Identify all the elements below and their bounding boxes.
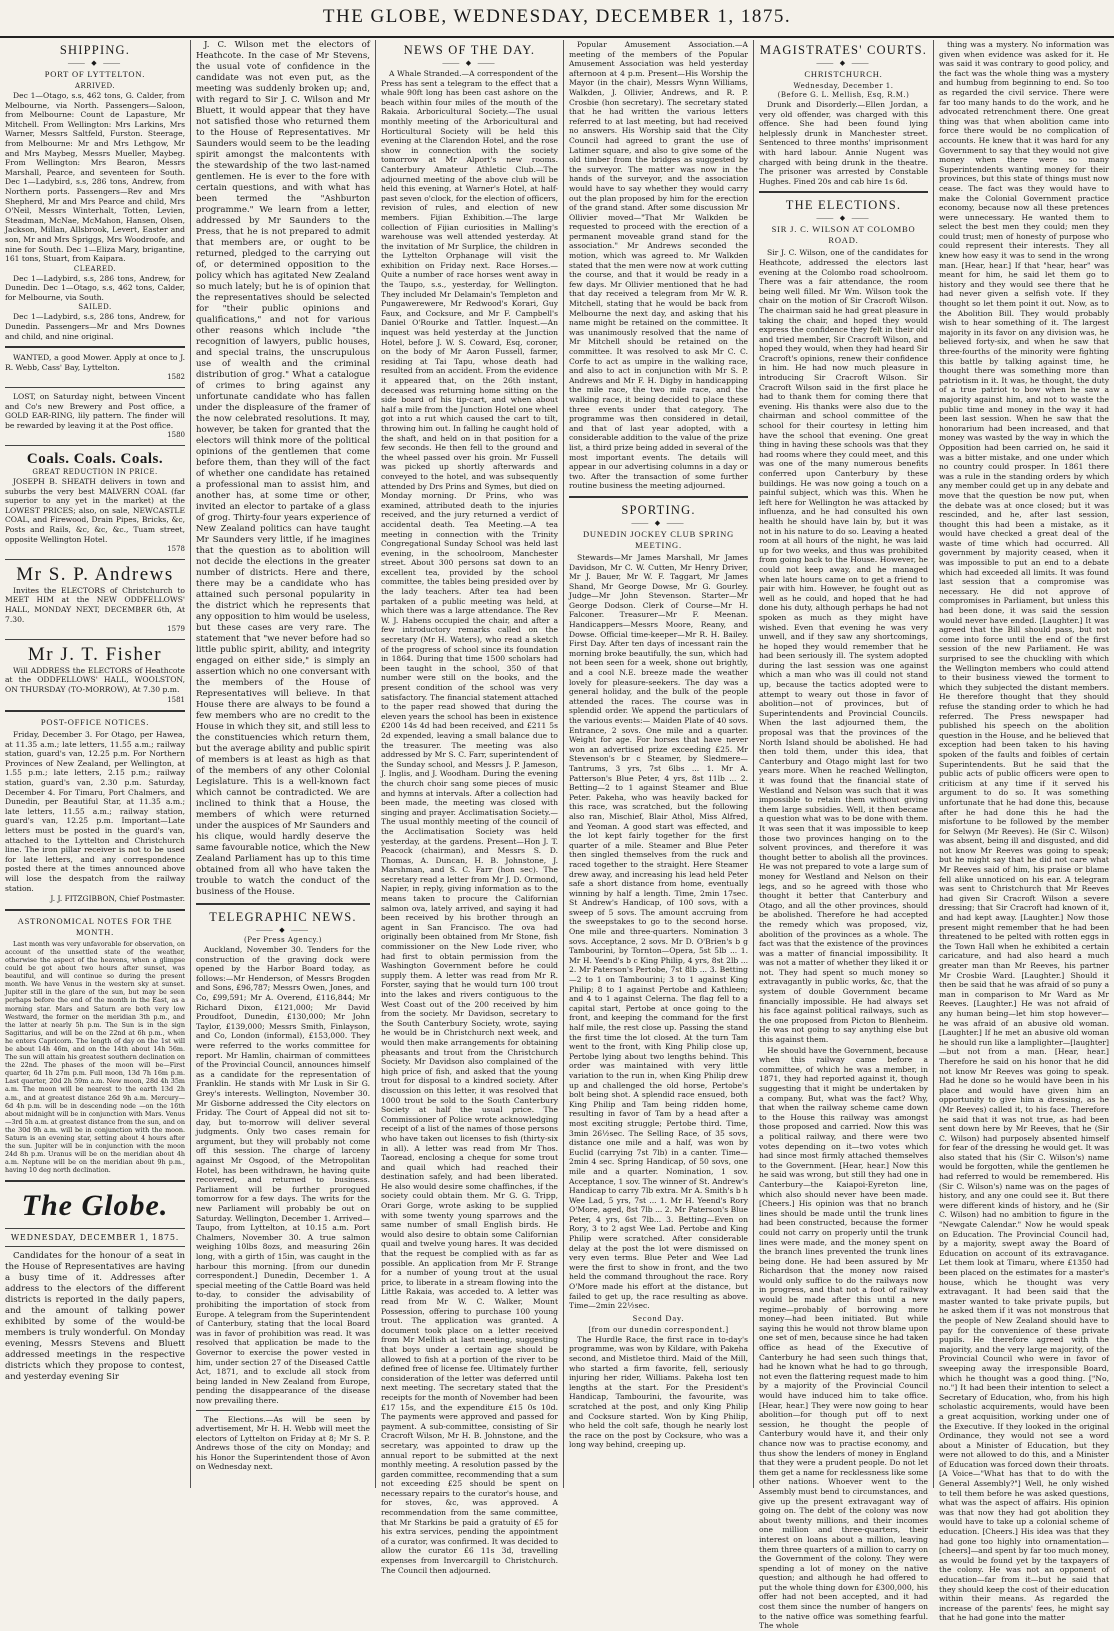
ornament-divider: ⸻ ◆ ⸻ [442,59,497,67]
ad-andrews [5,564,185,635]
arrivals-list: Dec 1—Otago, s.s, 462 tons, G. Calder, from Melbourne, via North. Passengers—Saloon, from Melbourne: Count de Lapasture, Mr Mitchell. From Wellington: Mrs Larkins, Mrs Warner, Messrs Saltfeld, Furston. Steerage, from Melbourne: Mr and Mrs Lethgow, Mr and Mrs Maybeg, Messrs Mueller, Maybeg. From Wellington: Mrs Bearon, Messrs Marshall, Pearce, and seventeen for South. Dec 1—Ladybird, s.s, 286 tons, Andrew, from Northern ports. Passengers—Rev and Mrs Shepherd, Mr and Mrs Pearce and child, Mrs O'Neil, Messrs Winterhalt, Totten, Levien, Steadman, McNae, McMahon, Hansen, Olsen, Jackson, Millan, Allsbrook, Levert, Easter and son, Mr and Mrs Spriggs, Mrs Woodroofe, and nine for South. Dec 1—Eliza Mary, brigantine, 161 tons, Stuart, from Kaipara. [5,91,185,264]
second-day-body: The Hurdle Race, the first race in to-day's programme, was won by Kildare, with Pakeha second, and Mistletoe third. Maid of the Mill, who started a firm favorite, fell, seriously injuring her rider, Williams. Pakeha lost ten lengths at the start. For the President's Handicap, Tambourini, the favourite, was scratched at the post, and only King Philip and Cocksure started. Won by King Philip, who held the colt safe, though he nearly lost the race on the post by Cocksure, who was a long way behind, creeping up. [569,1334,748,1450]
ad-andrews-ref: 1579 [167,625,185,634]
sailed-list: Dec 1—Ladybird, s.s, 286 tons, Andrew, for Dunedin. Passengers—Mr and Mrs Downes and child, and nine original. [5,312,185,341]
divider [5,639,185,640]
ad-andrews-body: Invites the ELECTORS of Christchurch to MEET HIM at the NEW ODDFELLOWS' HALL, MONDAY NEXT, DECEMBER 6th, At 7.30. [5,585,185,624]
ad-coals-body: JOSEPH B. SHEATH delivers in town and suburbs the very best MALVERN COAL (far superior to any yet in the market) at the LOWEST PRICES; also, on sale, NEWCASTLE COAL, and Firewood, Drain Pipes, Bricks, &c, Posts and Rails, &c, &c, &c., Tuam street, opposite Wellington Hotel. [5,477,185,544]
ad-wanted-ref: 1582 [167,373,185,382]
divider [196,903,370,905]
astro-heading: ASTRONOMICAL NOTES FOR THE MONTH. [17,915,173,937]
elections-heading: THE ELECTIONS. [785,198,902,213]
ad-fisher-ref: 1581 [167,695,185,704]
divider [5,1180,185,1182]
ad-coals-ref: 1578 [167,545,185,554]
sporting-sub: DUNEDIN JOCKEY CLUB SPRING MEETING. [582,528,735,550]
sporting-heading: SPORTING. [621,502,696,517]
divider [5,909,185,911]
column-4 [563,40,753,1488]
ornament-divider: ⸻ ◆ ⸻ [816,59,871,67]
masthead [0,0,1114,38]
ad-lost-text: LOST, on Saturday night, between Vincent and Co's new Brewery and Post office, a GOLD EAR-RING, lily pattern. The finder will be rewarded by leaving it at the Post office. [5,392,185,430]
post-body: Friday, December 3. For Otago, per Hawea, at 11.35 a.m.; late letters, 11.55 a.m.; railway station, guard's van, 12.25 p.m. For Northern Provinces of New Zealand, per Wellington, at 1.55 p.m.; late letters, 2.15 p.m.; railway station, guard's van, 2.30 p.m. Saturday, December 4. For Timaru, Port Chalmers, and Dunedin, per Beautiful Star, at 11.35 a.m.; late letters, 11.55 a.m.; railway station, guard's van, 12.25 p.m. Important—Late letters must be posted in the guard's van, attached to the Lyttelton and Christchurch line. The iron pillar receiver is not to be used for late letters, and any correspondence posted there at the times announced above will lose the despatch from the railway station. [5,730,185,893]
elections-body-2: He should have the Government, because when this railway came before a committee, of which he was a member, in 1871, they had reported against it, though suggesting that it might be undertaken by a company. But, what was the fact? Why, that when the railway scheme came down to the House this railway was amongst those proposed and carried. Now this was a political railway, and there were two votes depending on it—two votes which had since most firmly attached themselves to the Government. [Hear, hear.] Now this he said was wrong, but still they had one in Canterbury—the Kaiapoi-Eyreton line, which also should never have been made. [Cheers.] His opinion was that no branch lines should be made until the trunk lines had been constructed, because the former could not carry on properly until the trunk lines were made, and the money spent on the branch lines prevented the trunk lines being done. He had been assured by Mr Richardson that the money now raised would only suffice to do the railways now in progress, and that not a foot of railway would be made after this until a new regime—probably of borrowing more money—had been initiated. But while saying this he would not throw blame upon one set of men, because since he had taken office as head of the Executive of Canterbury he had seen such things that, had he known what he had to go through, not even the flattering request made to him by a majority of the Provincial Council would have induced him to take office. [Hear, hear.] They were now going to hear abolition—for though put off to next session, he thought the people of Canterbury would have it, and their only chance now was to practise economy, and thus show the lenders of money in England that they were a prudent people. Do not let them get a name for recklessness like some other nations. Whoever went to the Assembly must bend to circumstances, and give up the present extravagant way of going on. The debt of the colony was now about twenty millions, and their incomes one million and three-quarters, their interest on loans about a million, leaving them three quarters of a million to carry on the Government of the colony. They were spending a lot of money on the native question; and although he had offered to put the whole thing down for £300,000, his offer had not been accepted, and it had cost them since the number of hangers on to the native office was something fearful. The whole [759,1045,928,1631]
sporting-body: Stewards—Mr James Marshall, Mr James Davidson, Mr C. W. Cutten, Mr Henry Driver, Mr J. Bauer, Mr W. F. Taggart, Mr James Shand, Mr George Dowse, Mr G. Gourley. Judge—Mr John Stevenson. Starter—Mr George Dodson. Clerk of Course—Mr H. Falconer. Treasurer—Mr F. Meenan. Handicappers—Messrs Moore, Reany, and Dowse. Official time-keeper—Mr R. H. Bailey. First Day. After ten days of incessant rain the morning broke beautifully, the sun, which had not been seen for a week, shone out brightly, and a cool N.E. breeze made the weather lovely for pleasure-seekers. The day was a general holiday, and the bulk of the people attended the races. The course was in splendid order. We append the particulars of the various events:— Maiden Plate of 40 sovs. Entrance, 2 sovs. One mile and a quarter. Weight for age. For horses that have never won an advertised prize exceeding £25. Mr Stevenson's br c Steamer, by Sledmere—Tantrums, 3 yrs, 7st 6lbs ... 1. Mr A. Patterson's Blue Peter, 4 yrs, 8st 11lb ... 2. Betting—2 to 1 against Steamer and Blue Peter. Pakeha, who was heavily backed for this race, was scratched, but the following also ran, Mischief, Blair Athol, Miss Alfred, and Yeoman. A good start was effected, and the lot kept fairly together for the first quarter of a mile. Steamer and Blue Peter then singled themselves from the ruck and raced together to the straight. Here Steamer drew away, and increasing his lead held Peter safe a short distance from home, eventually winning by half a length. Time, 2min 17sec. St Andrew's Handicap, of 100 sovs, with a sweep of 5 sovs. The amount accruing from the sweepstakes to go to the second horse. One mile and three-quarters. Nomination 3 sovs. Acceptance, 2 sovs. Mr D. O'Brien's b g Tambourini, by Tornton—Opera, 5st 5lb ... 1. Mr H. Yeend's b c King Philip, 4 yrs, 8st 2lb ... 2. Mr Paterson's Pertobe, 7st 8lb ... 3. Betting—2 to 1 on Tambourini; 3 to 1 against King Philip; 8 to 1 against Pertobe and Kathleen; and 4 to 1 against Celerna. The flag fell to a capital start, Pertobe at once going to the front, and keeping the command for the first half mile, the rest close up. Passing the stand the first time the lot closed. At the turn Tam went to the front, with King Philip close up, Pertobe lying about two lengths behind. This order was maintained with very little variation to the run in, when King Philip drew up and challenged the old horse, Pertobe's bolt being shot. A splendid race ensued, both King Philip and Tam being ridden home, resulting in favor of Tam by a head after a most exciting struggle; Pertobe third. Time, 3min 26½sec. The Selling Race, of 35 sovs, distance one mile and a half, was won by Euclid (carrying 7st 7lb) in a canter. Time—2min 4 sec. Spring Handicap, of 50 sovs, one mile and a quarter. Nomination, 1 sov. Acceptance, 1 sov. The winner of St. Andrew's Handicap to carry 7lb extra. Mr A. Smith's b h Wee Lad, 5 yrs, 7st ... 1. Mr H. Yeend's Rory O'More, aged, 8st 7lb ... 2. Mr Paterson's Blue Peter, 4 yrs, 6st 7lb... 3. Betting—Even on Rory, 3 to 2 agst Wee Lad. Pertobe and King Philip were scratched. After considerable delay at the post the lot were dismissed on very even terms. Blue Peter and Wee Lad were the first to show in front, and the two held the command throughout the race. Rory O'More made his effort at the distance, but failed to get up, the race resulting as above. Time—2min 22½sec. [569,552,748,1311]
divider [759,191,928,193]
courts-bench: (Before G. L. Mellish, Esq, R.M.) [777,91,910,99]
globe-date: WEDNESDAY, DECEMBER 1, 1875. [10,1232,180,1242]
elections-sub: SIR J. C. WILSON AT COLOMBO ROAD. [771,224,916,246]
elections-body: Sir J. C. Wilson, one of the candidates for Heathcote, addressed the electors last evening at the Colombo road schoolroom. There was a fair attendance, the room being well filled. Mr Wm. Wilson took the chair on the motion of Sir Cracroft Wilson. The chairman said he had great pleasure in taking the chair, and hoped they would express the confidence they felt in their old and tried member, Sir Cracroft Wilson, and hoped they would, when they had heard Sir Cracroft's opinions, renew their confidence in him. He had now much pleasure in introducing Sir Cracroft Wilson. Sir Cracroft Wilson said in the first place he had to thank them for coming there that evening. His thanks were also due to the chairman and school committee of the school for their courtesy in letting him have the school that evening. One great thing in having these schools was that they had rooms where they could meet, and this was one of the many numerous benefits conferred upon Canterbury by these buildings. He was now going a touch on a painful subject, which was this. When he left here for Wellington he was attacked by influenza, and he had consulted his own health he should have lain by, but it was not in his nature to do so. Leaving a heated room at all hours of the night, he was laid up for two weeks, and thus was prohibited from going back to the House. However, he could not keep away, and he managed when late hours came on to get a friend to pair with him. However, he fought out as well as he could, and hoped that he had done his duty, although perhaps he had not spoken as much as they might have wished. Even that evening he was very unwell, and if they saw any shortcomings, he hoped they would remember that he had been seriously ill. The system adopted during the last session was one against which a man who was ill could not stand up, because the tactics adopted were to attempt to weary out those in favor of abolition—not of provinces, but of Superintendents and Provincial Councils. When the last adjourned them, the proposal was that the provinces of the North Island should be abolished. He had then told them, under this idea, that Canterbury and Otago might last for two years more. When he reached Wellington, it was found that the financial state of Westland and Nelson was such that it was impossible to retain them without giving them large subsidies. Well, it then became a question what was to be done with them. It was seen that it was impossible to keep those two provinces hanging on to the solvent provinces, and therefore it was thought better to abolish all the provinces. He was not prepared to vote a large sum of money for Westland and Nelson on their legs, and so he agreed with those who thought it better that Canterbury and Otago, and all the other provinces, should be abolished. Therefore he had accepted the remedy which was proposed, viz, abolition of the provinces as a whole. The fact was that the existence of the provinces was a matter of financial impossibility. It was not a matter of whether they liked it or not. They had spent so much money so extravagantly in public works, &c, that the system of double Government became financially impossible. He had always set his face against political railways, such as the one proposed from Picton to Blenheim. He was not going to say anything else but this against them. [759,248,928,1045]
port-heading: PORT OF LYTTELTON. [44,69,146,79]
ad-wanted-text: WANTED, a good Mower. Apply at once to J. R. Webb, Cass' Bay, Lyttelton. [5,353,185,372]
telegraphic-body: Auckland, November 30. Tenders for the construction of the graving dock were opened by the Harbor Board today, as follows:—Mr Henderson, of Messrs Brogden and Sons, £96,787; Messrs Owen, Jones, and Co, £99,591; Mr A. Overend, £116,844; Mr Richard Dixon, £121,000; Mr David Proudfoot, Dunedin, £130,000; Mr John Taylor, £139,000; Messrs Smith, Finlayson, and Co, London (informal), £153,000. They were referred to the works committee for report. Mr Hamlin, chairman of committees of the Provincial Council, announces himself as a candidate for the representation of Franklin. He stands with Mr Lusk in Sir G. Grey's interests. Wellington, November 30. Mr Gisborne addressed the City electors on Friday. The Court of Appeal did not sit to-day, but to-morrow will deliver several judgments. Only two cases remain for argument, but they will probably not come off this session. The charge of larceny against Mr Osgood, of the Metropolitan Hotel, has been withdrawn, he having quite recovered, and returned to business. Parliament will be further prorogued tomorrow for a few days. The writs for the new Parliament will probably be out on Saturday. Wellington, December 1. Arrived—Taupo, from Lyttelton, at 10.15 a.m. Port Chalmers, November 30. A true salmon weighing 10lbs 8ozs, and measuring 26in long, with a girth of 15in, was caught in the harbour this morning. [from our dunedin correspondent.] Dunedin, December 1. A special meeting of the Cattle Board was held to-day, to consider the advisability of prohibiting the importation of stock from Europe. A telegram from the Superintendent of Canterbury, stating that the local Board was in favor of prohibition was read. It was resolved that application be made to the Governor to exercise the power vested in him, under section 27 of the Diseased Cattle Act, 1871, and to exclude all stock from being landed in New Zealand from Europe, pending the disappearance of the disease now prevailing there. [196,945,370,1405]
elections-continued: thing was a mystery. No information was given when evidence was asked for it. He was said it was contrary to good policy, and the fact was the whole thing was a mystery and humbug from beginning to end. So too as regarded the civil service. There were far too many hands to do the work, and he advocated retrenchment there. One great thing was that when abolition came into force there would be no complication of accounts. He knew that it was hard for any Government to say that they would not give money when there were so many Superintendents wanting money for their provinces, but this state of things must now cease. The fact was they would have to make the Colonial Government practice economy, because now all these pretences were unnecessary. He wanted them to select the best men they could; men they could trust; men of honesty of purpose who could represent their interests. They all knew how easy it was to send in the wrong man. [Hear, hear.] If that "hear, hear" was meant for him, he said let them go to history and they would see there that he had never given a selfish vote. If they thought so let them point it out. Now, as to the Abolition Bill. They would probably wish to hear something of it. The largest majority in its favor on any division was, he believed forty-six, and when he saw that three-fourths of the minority were fighting this battle by talking against time, he thought there was something more than patriotism in it. It was, he thought, the duty of a true patriot to bow when he saw a majority against him, and not to waste the public time and money in the way it had been last session. When he saw that the honorarium had been increased, and that money was wasted by the way in which the Opposition had been carried on, he said it was a bitter mistake, and one under which no country could prosper. In 1861 there was a rule in the standing orders by which any member could get up in any debate and move that the question be now put, when the debate was at once closed; but it was rescinded, and he, after last session, thought this had been a mistake, as it would have checked a great deal of the waste of time which had occurred. All government by majority ceased, when it was impossible to put an end to a debate which had exceeded all limits. It was found last session that a compromise was necessary. He did not approve of compromises in Parliament, but unless this had been done, it was said the session would never have ended. [Laughter.] It was agreed that the Bill should pass, but not come into force until the end of the first session of the new Parliament. He was surprised to see the chuckling with which the Wellington members who could attend to their business viewed the torment to which they subjected the distant members. He therefore thought that they should refuse the standing order to which he had referred. The Press newspaper had published his speech on the abolition question in the House, and he believed that exception had been taken to his having spoken of the faults and foibles of certain Superintendents. But he said that the public acts of public officers were open to criticism at any time if it served his argument to do so. It was something unfortunate that he had done this, because after he had done this he had the misfortune to be followed by the member for Selwyn (Mr Reeves). He (Sir C. Wilson) was absent, being ill and disgusted, and did not know Mr Reeves was going to speak; but he might say that he did not care what Mr Reeves said of him, his praise or blame fell alike unnoticed on his ear. A telegram was sent to Christchurch that Mr Reeves had given Sir Cracroft Wilson a severe dressing; that Sir Cracroft had known of it, and had kept away. [Laughter.] Now those present might remember that he had been threatened to be pelted with rotten eggs in the Town Hall when he exhibited a certain caricature, and had also heard a much greater man than Mr Reeves, his partner Mr Crosbie Ward. [Laughter.] Should it then be said that he was afraid of so puny a man in comparison to Mr Ward as Mr Reeves. [Laughter.] He was not afraid of any human being—let him stop however—he was afraid of an abusive old woman. [Laughter.] If he met an abusive old woman he should run like a lamplighter—[laughter]—but not from a man. [Hear, hear.] Therefore he said on his honor that he did not know Mr Reeves was going to speak. Had he done so he would have been in his place and would have given him an opportunity to give him a dressing, as he (Mr Reeves) called it, to his face. Therefore he said that it was not true, as had been sent down here by Mr Reeves, that he (Sir C. Wilson) had purposely absented himself for fear of the dressing he would get. It was also stated that his (Sir C. Wilson's) name would be forgotten, while the gentlemen he had referred to would be remembered. His (Sir C. Wilson's) name was on the pages of history, and any one could see it. But there were different kinds of history, and he (Sir C. Wilson) had no ambition to figure in the "Newgate Calendar." Now he would speak on Education. The Provincial Council had, by a majority, swept away the Board of Education on account of its extravagance. Let them look at Timaru, where £1350 had been placed on the estimates for a master's house, which he thought was very extravagant. It had been said that the master wanted to take private pupils, but he asked them if it was not monstrous that the people of New Zealand should have to pay for the convenience of these private pupils. He therefore agreed with the majority, and the very large majority, of the Provincial Council who were in favor of sweeping away the irresponsible Board, which he thought was a good thing. ["No, no."] It had been their intention to select a Secretary of Education, who, from his high scholastic acquirements, would have been a great acquisition, working under one of the Executive. If they looked in the original Ordinance, they would not see a word about a Minister of Education, but they were not allowed to do this, and a Minister of Education was forced down their throats. [A Voice—"What has that to do with the General Assembly?"] Well, he only wished to tell them before he was asked questions, what was the aspect of affairs. His opinion was that now they had got abolition they would have to take up a colonial scheme of education. [Cheers.] His idea was that they had gone too highly into ornamentation—[cheers]—and spent by far too much money, as would be found yet by the taxpayers of the colony. He was not an opponent of education—far from it—but he said that they should keep the cost of their education within their means. As regarded the increase of the parents' fees, he might say that he had gone into the matter [939,40,1109,1623]
ad-fisher-body: Will ADDRESS the ELECTORS of Heathcote at the ODDFELLOWS' HALL, WOOLSTON, ON THURSDAY (TO-MORROW), At 7.30 p.m. [5,665,185,694]
second-day-sub: [from our dunedin correspondent.] [588,1325,729,1334]
courts-date: Wednesday, December 1. [793,82,894,90]
column-2 [190,40,375,1488]
divider [569,496,748,498]
column-3 [375,40,563,1575]
column-5 [753,40,933,1631]
ad-lost-ref: 1580 [167,431,185,440]
arrived-label: ARRIVED. [74,82,116,90]
cleared-list: Dec 1—Ladybird, s.s, 286 tons, Andrew, for Dunedin. Dec 1—Otago, s.s, 462 tons, Calder, for Melbourne, via South. [5,273,185,302]
ad-coals-sub: GREAT REDUCTION IN PRICE. [32,468,158,476]
divider [5,445,185,446]
courts-heading: MAGISTRATES' COURTS. [759,43,928,57]
ornament-divider: ⸻ ◆ ⸻ [67,59,123,67]
courts-body: Drunk and Disorderly.—Ellen Jordan, a very old offender, was charged with this offence. She had been found lying helplessly drunk in Manchester street. Sentenced to three months' imprisonment with hard labour. Annie Nugent was charged with being drunk in the theatre. The prisoner was arrested by Constable Hughes. Fined 20s and cab hire 1s 6d. [759,100,928,186]
leader-article: Candidates for the honour of a seat in the House of Representatives are having a busy time of it. Addresses after address to the electors of the different districts is reported in the daily papers, and the amount of talking power exhibited by some of the would-be members is truly wonderful. On Monday evening, Messrs Stevens and Bluett addressed meetings in the respective districts which they propose to contest, and yesterday evening Sir [5,1251,185,1383]
news-heading: NEWS OF THE DAY. [403,43,536,57]
sailed-label: SAILED. [78,303,112,312]
astro-body: Last month was very unfavorable for observation, on account of the unsettled state of the weather, otherwise the aspect of the heavens, when a glimpse could be got about two hours after sunset, was beautiful, and will continue so during the present month. We have Venus in the western sky at sunset. Jupiter still in the glare of the sun, but may be seen perhaps before the end of the month in the East, as a morning star. Mars and Saturn are both very low Westward, the former on the meridian 3th p.m., and the latter at nearly 5h p.m. The Sun is in the sign Sagittarius, and will be on the 22nd at 6h p.m., when he enters Capricorn. The length of day on the 1st will be about 14h 46m, and on the 14th about 14h 56m. The sun will attain his greatest southern declination on the 22nd. The phases of the moon will be—First quarter, 6d 1h 27m p.m. Full moon, 13d 7h 16m p.m. Last quarter, 20d 2h 59m a.m. New moon, 28d 4h 35m a.m. The moon will be nearest to the earth 13d 2h a.m., and at greatest distance 26d 9h a.m. Mercury—6d 4h p.m. will be in descending node —on the 16th about midnight will be in conjunction with Mars. Venus—3rd 5h a.m. at greatest distance from the sun, and on the 30d 9h a.m. will be in conjunction with the moon. Saturn is an evening star, setting about 4 hours after the sun. Jupiter will be in conjunction with the moon 24d 8h p.m. Uranus will be on the meridian about 4h a.m. Neptune will be on the meridian about 9h p.m., having 10 deg north declination. [5,939,185,1175]
ornament-divider: ⸻ ◆ ⸻ [816,214,871,223]
ad-coals-title: Coals. Coals. Coals. [26,451,164,467]
column-1 [0,40,190,1488]
masthead-title: THE GLOBE, WEDNESDAY, DECEMBER 1, 1875. [322,6,792,27]
ornament-divider: ⸻ ◆ ⸻ [631,518,686,527]
ad-coals [5,450,185,555]
cleared-label: CLEARED. [73,264,117,273]
courts-sub: CHRISTCHURCH. [804,69,883,79]
ad-fisher-name: Mr J. T. Fisher [27,643,163,665]
divider [196,1410,370,1411]
divider [5,1228,185,1229]
elections-note: The Elections.—As will be seen by advertisement, Mr H. H. Webb will meet the electors of Lyttelton on Friday at 8; Mr S. P. Andrews those of the city on Monday; and his Honor the Superintendent those of Avon on Wednesday next. [196,1414,370,1472]
telegraphic-heading: TELEGRAPHIC NEWS. [209,910,357,924]
leader-continued: J. C. Wilson met the electors of Heathcote. In the case of Mr Stevens, the usual vote of confidence in the candidate was not even put, as the meeting was suddenly broken up; and, with regard to Sir J. C. Wilson and Mr Bluett, it would appear that they have not satisfied those who returned them to the House of Representatives. Mr Saunders would seem to be the leading spirit amongst the malcontents with the stewardship of the two last-named gentlemen. He is ever to the fore with certain questions, and with what has been termed the "Ashburton programme." We learn from a letter, addressed by Mr Saunders to the Press, that he is not prepared to admit that members are, or ought to be returned, pledged to the carrying out of, or determined opposition to the policy which has agitated New Zealand so much lately; but he is of opinion that the representatives should be selected for "their public opinions and qualifications," and not for various other reasons which include "the recognition of lawyers, public houses, and special trains, the unscrupulous use of wealth and the criminal distribution of grog." What a catalogue of crimes to bring against any unfortunate candidate who has fallen under the displeasure of the framer of the now celebrated resolutions. It may, however, be taken for granted that the electors will think more of the political opinions of the gentlemen that come before them, than they will of the fact of whether one candidate has retained a professional man to assist him, and another has, at some time or other, invited an elector to partake of a glass of grog. Thirty-four years experience of New Zealand politics can have taught Mr Saunders very little, if he imagines that the question as to abolition will not decide the elections in the greater number of districts. Here and there, there may be a candidate who has attained such personal popularity in the district which he represents that any opposition to him would be useless, but these cases are very rare. The statement that "we never before had so little public spirit, ability, and integrity engaged on either side," is simply an assertion which no one conversant with the members of the House of Representatives will believe. In that House there are always to be found a few members who are no credit to the House in which they sit, and still less to the constituencies which return them, but the average ability and public spirit of members is at least as high as that of the members of any other Colonial Legislature. This is a well-known fact which cannot be contradicted. We are inclined to think that a House, the members of which were returned under the auspices of Mr Saunders and his clique, would hardly deserve the same favourable notice, which the New Zealand Parliament has up to this time obtained from all who have taken the trouble to watch the conduct of the business of the House. [196,40,370,897]
post-heading: POST-OFFICE NOTICES. [40,717,150,728]
divider [5,559,185,560]
divider [5,346,185,348]
ad-fisher [5,644,185,705]
telegraphic-sub: (Per Press Agency.) [243,936,323,944]
divider [5,1246,185,1247]
ad-wanted [5,353,185,383]
ad-andrews-name: Mr S. P. Andrews [16,563,174,585]
post-signature: J. J. FITZGIBBON, Chief Postmaster. [50,894,185,904]
column-6 [933,40,1114,1623]
ad-lost [5,392,185,441]
ornament-divider: ⸻ ◆ ⸻ [255,926,311,934]
divider [5,710,185,712]
news-body: A Whale Stranded.—A correspondent of the Press has sent a telegram to the effect that a whale 90ft long has been cast ashore on the beach within four miles of the mouth of the Rakaia. Arboricultural Society.—The usual monthly meeting of the Arboricultural and Horticultural Society will be held this evening at the Clarendon Hotel, and the rose show in connection with the society tomorrow at Mr Alport's new rooms. Canterbury Amateur Athletic Club.—The adjourned meeting of the above club will be held this evening, at Warner's Hotel, at half-past seven o'clock, for the election of officers, revision of rules, and election of new members. Fijian Exhibition.—The large collection of Fijian curiosities in Malling's warehouse was well attended yesterday. At the invitation of Mr Surplice, the children in the Lyttelton Orphanage will visit the exhibition on Friday next. Race Horses.—Quite a number of race horses went away in the Taupo, s.s., yesterday, for Wellington. They included Mr Delamain's Templeton and Pungawerewere, Mr Redwood's Korari, Guy Faux, and Cocksure, and Mr F. Campbell's Daniel O'Rourke and Tattler. Inquest.—An inquest was held yesterday at the Junction Hotel, before J. W. S. Coward, Esq, coroner, on the body of Mr Aaron Fussell, farmer, residing at Tai Tapu, whose death had resulted from an accident. From the evidence it appeared that, on the 26th instant, deceased was returning home sitting on the side board of his tip-cart, and when about half a mile from the Junction Hotel one wheel got into a rut which caused the cart to tilt, throwing him out. In falling he caught hold of the shaft, and held on in that position for a few seconds. He then fell to the ground and the wheel passed over his groin. Mr Fussell was picked up shortly afterwards and conveyed to the hotel, and was subsequently attended by Drs Prins and Symes, but died on Monday morning. Dr Prins, who was examined, attributed death to the injuries received, and the jury returned a verdict of accidental death. Tea Meeting.—A tea meeting in connection with the Trinity Congregational Sunday School was held last evening, in the schoolroom, Manchester street. About 300 persons sat down to an excellent tea, provided by the school committee, the tables being presided over by the lady teachers. After tea had been partaken of a public meeting was held, at which there was a large attendance. The Rev W. J. Habens occupied the chair, and after a few introductory remarks called on the secretary (Mr H. Waters), who read a sketch of the progress of school since its foundation in 1864. During that time 1500 scholars had been taught in the school, 350 of that number were still on the books, and the present condition of the school was very satisfactory. The financial statement attached to the paper read showed that during the eleven years the school has been in existence £200 14s 4d had been received, and £211 5s 2d expended, leaving a small balance due to the treasurer. The meeting was also addressed by Mr S. C. Farr, superintendent of the Sunday school, and Messrs J. P. Jameson, J. Inglis, and J. Woodham. During the evening the church choir sang some pieces of music and hymns at intervals. After a collection had been made, the meeting was closed with singing and prayer. Acclimatisation Society.—The usual monthly meeting of the council of the Acclimatisation Society was held yesterday, at the gardens. Present—Hon J. T. Peacock (chairman), and Messrs S. D. Thomas, A. Duncan, H. B. Johnstone, J. Marshman, and S. C. Farr (hon sec). The secretary read a letter from Mr J. D. Ormond, Napier, in reply, giving information as to the means taken to procure the Californian salmon ova, lately arrived, and saying it had been received by his brother through an agent in San Francisco. The ova had originally been obtained from Mr Stone, fish commissioner on the New Lode river, who had first to obtain permission from the Washington Government before he could supply them. A letter was read from Mr R. Forster, saying that he would turn 100 trout into the lakes and rivers contiguous to the West Coast out of the 200 received by him from the society. Mr Davidson, secretary to the South Canterbury Society, wrote, saying he would be in Christchurch next week, and would then make arrangements for obtaining pheasants and trout from the Christchurch Society. Mr Davidson also complained of the high price of fish, and asked that the young trout for disposal to a kindred society. After discussion on this letter, it was resolved that 1000 trout be sold to the South Canterbury Society at half the usual price. The Commissioner of Police wrote acknowledging receipt of a list of the names of those persons who have taken out licenses to fish (thirty-six in all). A letter was read from Mr Thos. Taoread, enclosing a cheque for some trout and quail which had reached their destination safely, and had been liberated. He also would desire some chaffinches, if the society could obtain them. Mr G. G. Tripp, Orari Gorge, wrote asking to be supplied with some twenty young sparrows and the same number of small English birds. He would also desire to obtain some Californian quail and twelve young hares. It was decided that the request be complied with as far as possible. An application from Mr F. Strange for a number of young trout at the usual price, to liberate in a stream flowing into the Little Rakaia, was acceded to. A letter was read from Mr W. C. Walker, Mount Possession, offering to purchase 100 young trout. The application was granted. A document took place on a letter received from Mr Mellish at last meeting, suggesting that boys under a certain age should be allowed to fish at a portion of the river to be defined free of license fee. Ultimately further consideration of the letter was deferred until next meeting. The secretary stated that the receipts for the month of November had been £17 15s, and the expenditure £15 0s 10d. The payments were approved and passed for payment. A sub-committee, consisting of Sir Cracroft Wilson, Mr H. B. Johnstone, and the secretary, was appointed to draw up the annual report to be submitted at the next monthly meeting. A resolution passed by the garden committee, recommending that a sum not exceeding £25 should be spent on necessary repairs to the curator's house, and for stoves, &c, was approved. A recommendation from the same committee, that Mr Starkins be paid a gratuity of £5 for his extra services, pending the appointment of a curator, was confirmed. It was decided to allow the curator £6 11s 3d, travelling expenses from Invercargill to Christchurch. The Council then adjourned. [381,69,559,1575]
amusement-body: Popular Amusement Association.—A meeting of the members of the Popular Amusement Association was held yesterday afternoon at 4 p.m. Present—His Worship the Mayor (in the chair), Messrs Wynn Williams, Walkden, J. Ollivier, Andrews, and R. P. Crosbie (hon secretary). The secretary stated that he had written the various letters referred to at last meeting, but had received no answers. His Worship said that the City Council had agreed to grant the use of Latimer square, and also to give some of the old timber from the bridges as suggested by the surveyor. The matter was now in the hands of the surveyor, and the association would have to say whether they would carry out the plan proposed by him for the erection of the grand stand. After some discussion Mr Ollivier moved—"That Mr Walkden be requested to proceed with the erection of a permanent moveable grand stand for the association." Mr Andrews seconded the motion, which was agreed to. Mr Walkden stated that the men were now at work cutting the course, and that it would be ready in a few days. Mr Ollivier mentioned that he had that day received a telegram from Mr W. R. Mitchell, stating that he would be back from Melbourne the next day, and asking that his name might be retained on the committee. It was unanimously resolved that the name of Mr Mitchell should be retained on the committee. It was resolved to ask Mr C. C. Corfe to act as umpire in the walking race, and also to act in conjunction with Mr S. P. Andrews and Mr F. H. Digby in handicapping the mile race, the two mile race, and the walking race, it being decided to place these three events under that category. The programme was then considered in detail, and that of last year adopted, with a considerable addition to the value of the prize list, a third prize being added in several of the most important events. The details will appear in our advertising columns in a day or two. After the transaction of some further routine business the meeting adjourned. [569,40,748,491]
shipping-heading: SHIPPING. [59,43,131,57]
divider [5,387,185,388]
globe-title: The Globe. [21,1188,169,1222]
second-day-heading: Second Day. [632,1312,685,1323]
